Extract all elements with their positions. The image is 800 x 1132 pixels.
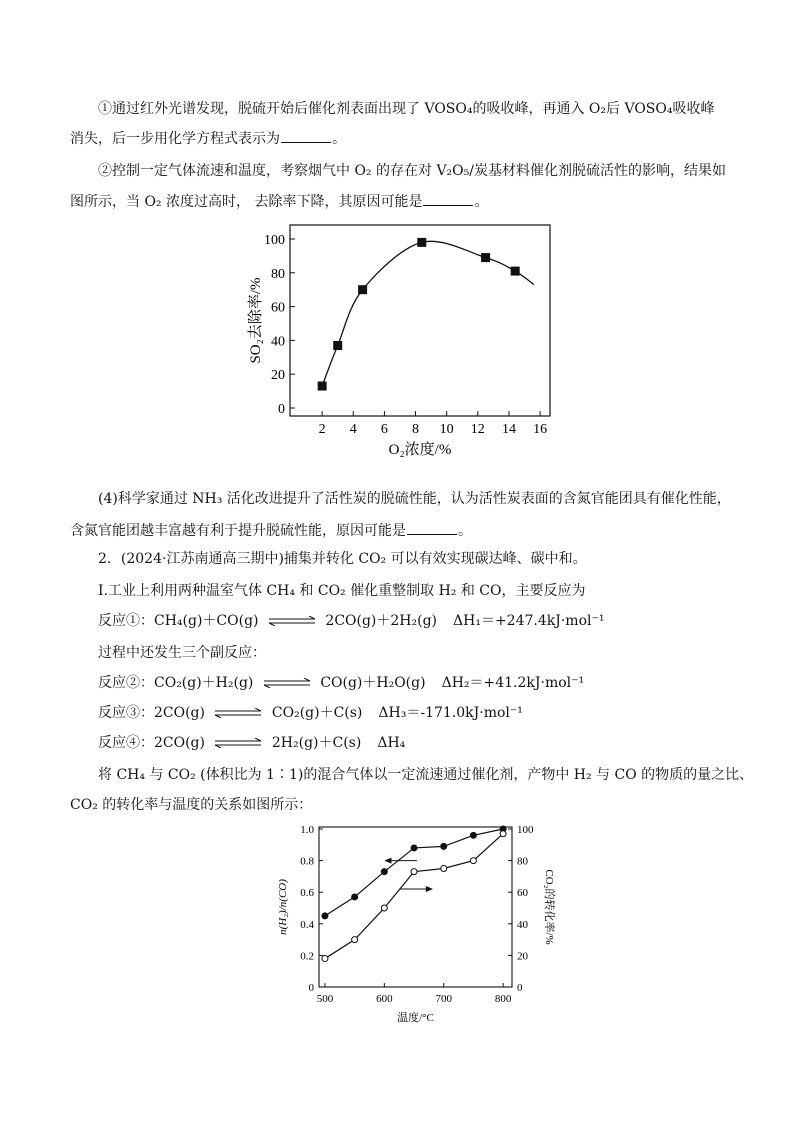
ratio-point bbox=[352, 894, 358, 900]
y-right-tick-label: 60 bbox=[517, 887, 528, 900]
x-tick-label: 6 bbox=[380, 422, 388, 437]
y-left-tick-label: 0 bbox=[308, 982, 314, 994]
answer-blank[interactable] bbox=[281, 130, 331, 143]
conversion-point bbox=[500, 831, 506, 837]
x-tick-label: 8 bbox=[412, 422, 420, 437]
ratio-point bbox=[411, 845, 417, 851]
reaction-1: 反应①：CH₄(g)＋CO(g) 2CO(g)＋2H₂(g) ΔH₁＝+247.4kJ·mol⁻¹ bbox=[98, 613, 605, 629]
q1-paragraph-2: ②控制一定气体流速和温度，考察烟气中 O₂ 的存在对 V₂O₅/炭基材料催化剂脱硫活性的影响，结果如 bbox=[98, 163, 726, 179]
answer-blank[interactable] bbox=[407, 522, 457, 535]
y-tick-label: 0 bbox=[278, 402, 285, 417]
ratio-point bbox=[381, 869, 387, 875]
equilibrium-arrow-icon bbox=[213, 708, 263, 718]
conversion-point bbox=[411, 869, 417, 875]
q1-paragraph-2b: 图所示，当 O₂ 浓度过高时， 去除率下降，其原因可能是 。 bbox=[70, 194, 489, 210]
temperature-chart bbox=[262, 815, 562, 1030]
so2-removal-chart bbox=[240, 220, 570, 460]
data-point bbox=[481, 253, 490, 262]
q1-paragraph-3b: 含氮官能团越丰富越有利于提升脱硫性能，原因可能是 。 bbox=[70, 523, 472, 539]
x-tick-label: 16 bbox=[533, 422, 548, 437]
q2-description: 将 CH₄ 与 CO₂ (体积比为 1∶1)的混合气体以一定流速通过催化剂，产物中 H₂ 与 CO 的物质的量之比、 bbox=[98, 767, 754, 783]
y-left-tick-label: 0.4 bbox=[300, 918, 314, 931]
ratio-point bbox=[322, 913, 328, 919]
right-axis-arrowhead-icon bbox=[426, 886, 433, 892]
reaction-4: 反应④：2CO(g) 2H₂(g)＋C(s) ΔH₄ bbox=[98, 735, 406, 751]
q2-description-2: CO₂ 的转化率与温度的关系如图所示： bbox=[70, 797, 313, 813]
q2-header: 2．(2024·江苏南通高三期中)捕集并转化 CO₂ 可以有效实现碳达峰、碳中和。 bbox=[98, 551, 587, 567]
plot-frame bbox=[290, 225, 550, 416]
x-tick-label: 2 bbox=[318, 422, 326, 437]
y-tick-label: 100 bbox=[264, 233, 285, 248]
equilibrium-arrow-icon bbox=[267, 616, 317, 626]
q1-paragraph-1: ①通过红外光谱发现，脱硫开始后催化剂表面出现了 VOSO₄的吸收峰，再通入 O₂后 VOSO₄吸收峰 bbox=[98, 101, 715, 117]
x-tick-label: 700 bbox=[435, 993, 452, 1005]
side-reactions-intro: 过程中还发生三个副反应： bbox=[98, 645, 266, 661]
x-tick-label: 4 bbox=[349, 422, 357, 437]
y-left-tick-label: 0.6 bbox=[300, 887, 314, 900]
x-axis-label: 温度/°C bbox=[397, 1012, 434, 1024]
answer-blank[interactable] bbox=[423, 193, 473, 206]
left-axis-arrowhead-icon bbox=[384, 858, 391, 864]
conversion-point bbox=[381, 905, 387, 911]
x-tick-label: 12 bbox=[470, 422, 485, 437]
y-right-axis-label: CO₂的转化率/% bbox=[543, 869, 555, 945]
reaction-3: 反应③：2CO(g) CO₂(g)＋C(s) ΔH₃＝-171.0kJ·mol⁻¹ bbox=[98, 705, 523, 721]
x-tick-label: 500 bbox=[316, 993, 334, 1005]
y-right-tick-label: 80 bbox=[517, 855, 528, 868]
y-left-tick-label: 1.0 bbox=[300, 824, 314, 836]
conversion-point bbox=[322, 956, 328, 962]
y-tick-label: 60 bbox=[271, 300, 285, 316]
y-tick-label: 20 bbox=[271, 368, 285, 384]
data-point bbox=[318, 382, 327, 391]
x-tick-label: 800 bbox=[494, 993, 512, 1005]
y-left-tick-label: 0.8 bbox=[300, 855, 314, 868]
fit-curve bbox=[322, 241, 534, 386]
data-point bbox=[358, 285, 367, 294]
y-right-tick-label: 20 bbox=[517, 950, 528, 963]
data-point bbox=[511, 267, 520, 276]
q2-part1: Ⅰ.工业上利用两种温室气体 CH₄ 和 CO₂ 催化重整制取 H₂ 和 CO，主要反应为 bbox=[98, 583, 586, 599]
x-tick-label: 600 bbox=[376, 993, 393, 1005]
y-right-tick-label: 40 bbox=[517, 918, 528, 931]
equilibrium-arrow-icon bbox=[262, 678, 312, 688]
q1-paragraph-3: (4)科学家通过 NH₃ 活化改进提升了活性炭的脱硫性能，认为活性炭表面的含氮官能团具有催化性能， bbox=[98, 491, 731, 507]
y-right-tick-label: 100 bbox=[517, 824, 534, 836]
y-left-tick-label: 0.2 bbox=[300, 950, 314, 963]
conversion-point bbox=[441, 866, 447, 872]
q1-paragraph-1b: 消失，后一步用化学方程式表示为 。 bbox=[70, 131, 346, 147]
x-tick-label: 14 bbox=[501, 422, 516, 437]
conversion-point bbox=[352, 937, 358, 943]
x-tick-label: 10 bbox=[439, 422, 454, 437]
conversion-point bbox=[470, 858, 476, 864]
y-axis-label: SO₂去除率/% bbox=[248, 277, 264, 364]
y-right-tick-label: 0 bbox=[517, 982, 523, 994]
x-axis-label: O₂浓度/% bbox=[388, 442, 452, 458]
ratio-point bbox=[470, 832, 476, 838]
y-tick-label: 80 bbox=[271, 266, 285, 282]
equilibrium-arrow-icon bbox=[213, 738, 263, 748]
data-point bbox=[417, 238, 426, 247]
data-point bbox=[333, 341, 342, 350]
y-tick-label: 40 bbox=[271, 334, 285, 350]
reaction-2: 反应②：CO₂(g)＋H₂(g) CO(g)＋H₂O(g) ΔH₂＝+41.2kJ·mol⁻¹ bbox=[98, 675, 585, 691]
y-left-axis-label: n(H₂)/n(CO) bbox=[277, 879, 289, 935]
ratio-point bbox=[441, 843, 447, 849]
